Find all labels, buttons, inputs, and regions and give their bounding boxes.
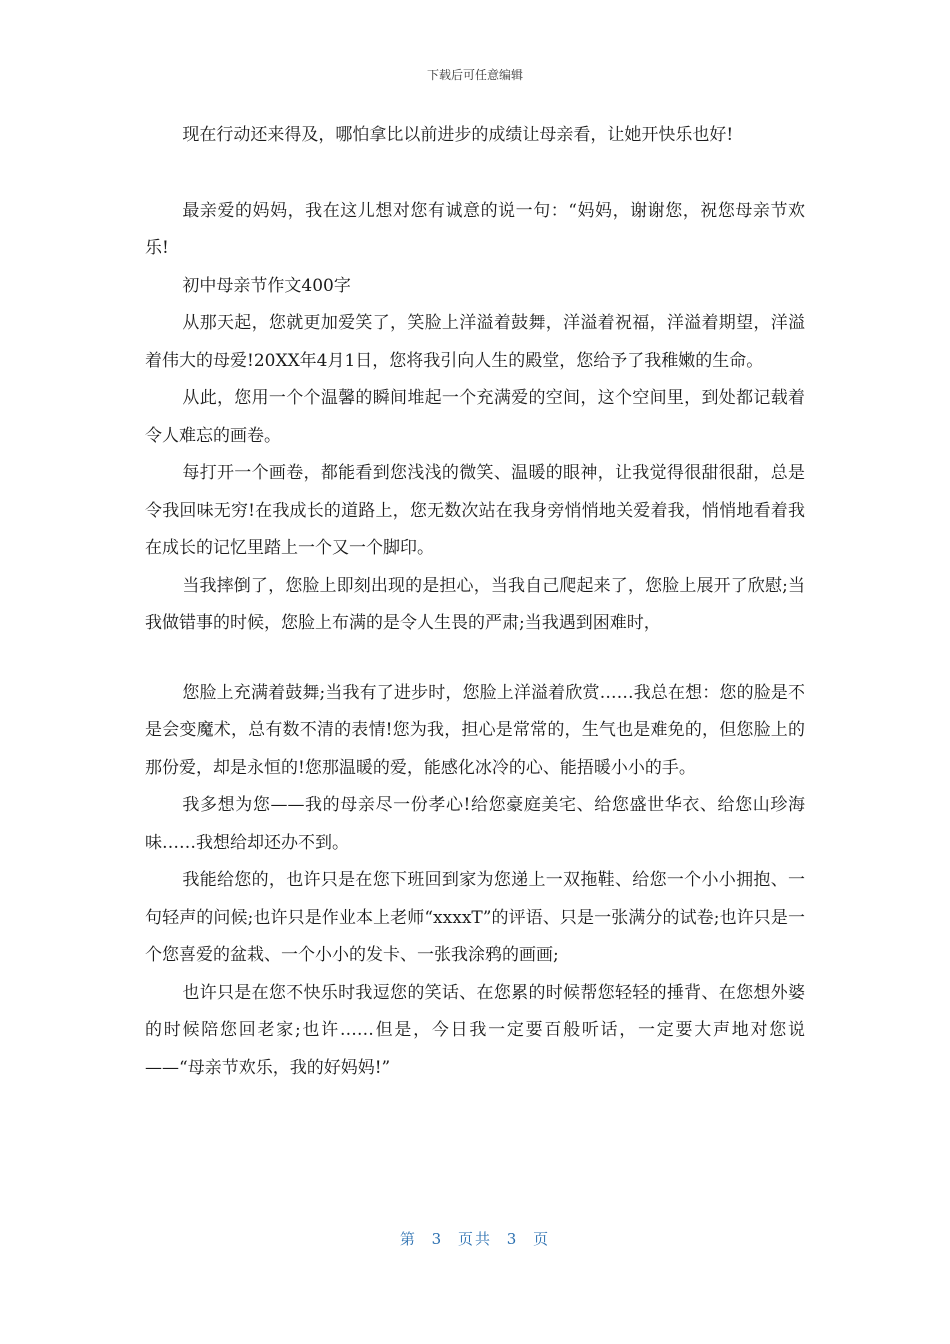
paragraph: 从此，您用一个个温馨的瞬间堆起一个充满爱的空间，这个空间里，到处都记载着令人难忘的画卷。	[145, 388, 805, 446]
paragraph: 从那天起，您就更加爱笑了，笑脸上洋溢着鼓舞，洋溢着祝福，洋溢着期望，洋溢着伟大的母爱!20XX年4月1日，您将我引向人生的殿堂，您给予了我稚嫩的生命。	[145, 313, 805, 371]
paragraph: 每打开一个画卷，都能看到您浅浅的微笑、温暖的眼神，让我觉得很甜很甜，总是令我回味无穷!在我成长的道路上，您无数次站在我身旁悄悄地关爱着我，悄悄地看着我在成长的记忆里踏上一个又一个脚印。	[145, 463, 805, 558]
paragraph: 也许只是在您不快乐时我逗您的笑话、在您累的时候帮您轻轻的捶背、在您想外婆的时候陪您回老家;也许……但是，今日我一定要百般听话，一定要大声地对您说——“母亲节欢乐，我的好妈妈!”	[145, 982, 805, 1078]
spacer	[145, 155, 805, 193]
paragraph: 我能给您的，也许只是在您下班回到家为您递上一双拖鞋、给您一个小小拥抱、一句轻声的问候;也许只是作业本上老师“xxxxT”的评语、只是一张满分的试卷;也许只是一个您喜爱的盆栽、一个小小的发卡、一张我涂鸦的画画;	[145, 870, 805, 965]
page-header-note: 下载后可任意编辑	[426, 68, 523, 82]
section-title: 初中母亲节作文400字	[182, 275, 351, 296]
spacer	[145, 643, 805, 675]
document-body	[145, 117, 805, 1087]
paragraph: 您脸上充满着鼓舞;当我有了进步时，您脸上洋溢着欣赏……我总在想：您的脸是不是会变魔术，总有数不清的表情!您为我，担心是常常的，生气也是难免的，但您脸上的那份爱，却是永恒的!您那温暖的爱，能感化冰冷的心、能捂暖小小的手。	[145, 682, 805, 778]
paragraph: 最亲爱的妈妈，我在这儿想对您有诚意的说一句：“妈妈，谢谢您，祝您母亲节欢乐!	[145, 200, 805, 258]
paragraph: 现在行动还来得及，哪怕拿比以前进步的成绩让母亲看，让她开快乐也好!	[182, 125, 734, 145]
paragraph: 当我摔倒了，您脸上即刻出现的是担心，当我自己爬起来了，您脸上展开了欣慰;当我做错事的时候，您脸上布满的是令人生畏的严肃;当我遇到困难时，	[145, 575, 805, 633]
page-number: 第 3 页共 3 页	[399, 1230, 551, 1248]
paragraph: 我多想为您——我的母亲尽一份孝心!给您豪庭美宅、给您盛世华衣、给您山珍海味……我想给却还办不到。	[145, 795, 805, 853]
